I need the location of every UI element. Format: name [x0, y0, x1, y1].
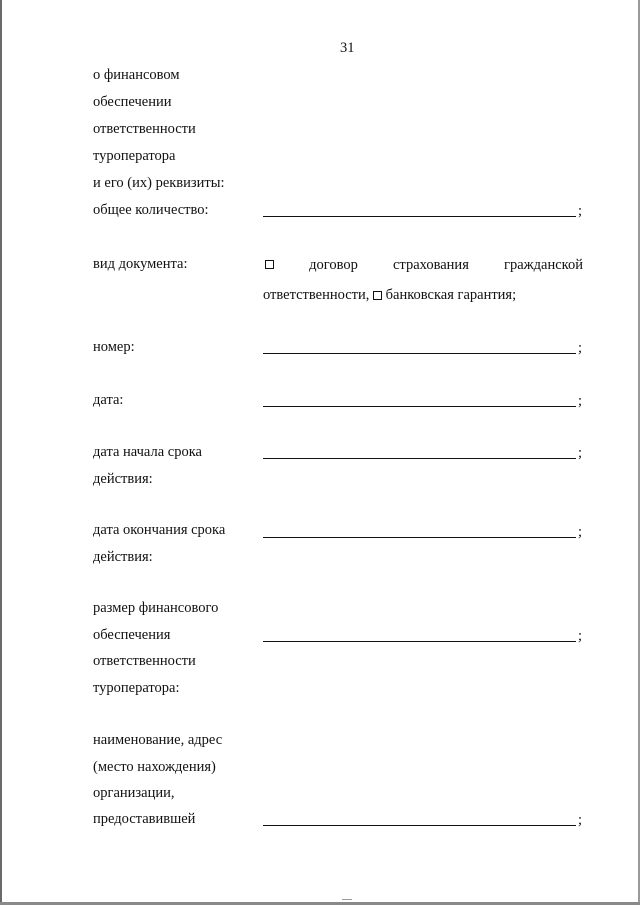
date-label: дата: [93, 392, 124, 408]
insurance-word: договор [309, 257, 358, 273]
doc-type-option-insurance [265, 257, 583, 274]
start-date-blank[interactable] [263, 458, 576, 459]
doc-type-label: вид документа: [93, 256, 188, 272]
number-label: номер: [93, 339, 135, 355]
checkbox-insurance[interactable] [265, 260, 274, 269]
end-date-blank[interactable] [263, 537, 576, 538]
start-date-semicolon: ; [578, 445, 583, 461]
insurance-word: страхования [393, 257, 469, 273]
amount-label: размер финансового [93, 600, 219, 616]
start-date-label: дата начала срока [93, 444, 202, 460]
amount-label: обеспечения [93, 627, 171, 643]
intro-line: о финансовом [93, 67, 180, 83]
amount-label: туроператора: [93, 680, 180, 696]
end-date-label: дата окончания срока [93, 522, 226, 538]
total-count-label: общее количество: [93, 202, 209, 218]
amount-semicolon: ; [578, 628, 583, 644]
page-number: 31 [340, 40, 355, 56]
intro-line: ответственности [93, 121, 196, 137]
scan-edge-left [0, 0, 2, 905]
org-blank[interactable] [263, 825, 576, 826]
insurance-word: гражданской [504, 257, 583, 273]
org-semicolon: ; [578, 812, 583, 828]
bank-guarantee-label: банковская гарантия; [385, 287, 517, 303]
end-date-semicolon: ; [578, 524, 583, 540]
org-label: предоставившей [93, 811, 196, 827]
intro-line: и его (их) реквизиты: [93, 175, 225, 191]
amount-blank[interactable] [263, 641, 576, 642]
date-blank[interactable] [263, 406, 576, 407]
total-count-semicolon: ; [578, 203, 583, 219]
date-semicolon: ; [578, 393, 583, 409]
org-label: организации, [93, 785, 175, 801]
start-date-label: действия: [93, 471, 153, 487]
scan-artifact [342, 899, 352, 900]
intro-line: туроператора [93, 148, 176, 164]
end-date-label: действия: [93, 549, 153, 565]
insurance-word-tail: ответственности, [263, 287, 370, 303]
org-label: наименование, адрес [93, 732, 223, 748]
doc-type-row-2 [263, 287, 516, 304]
intro-line: обеспечении [93, 94, 172, 110]
number-semicolon: ; [578, 340, 583, 356]
total-count-blank[interactable] [263, 216, 576, 217]
org-label: (место нахождения) [93, 759, 216, 775]
amount-label: ответственности [93, 653, 196, 669]
checkbox-bank-guarantee[interactable] [373, 291, 382, 300]
number-blank[interactable] [263, 353, 576, 354]
